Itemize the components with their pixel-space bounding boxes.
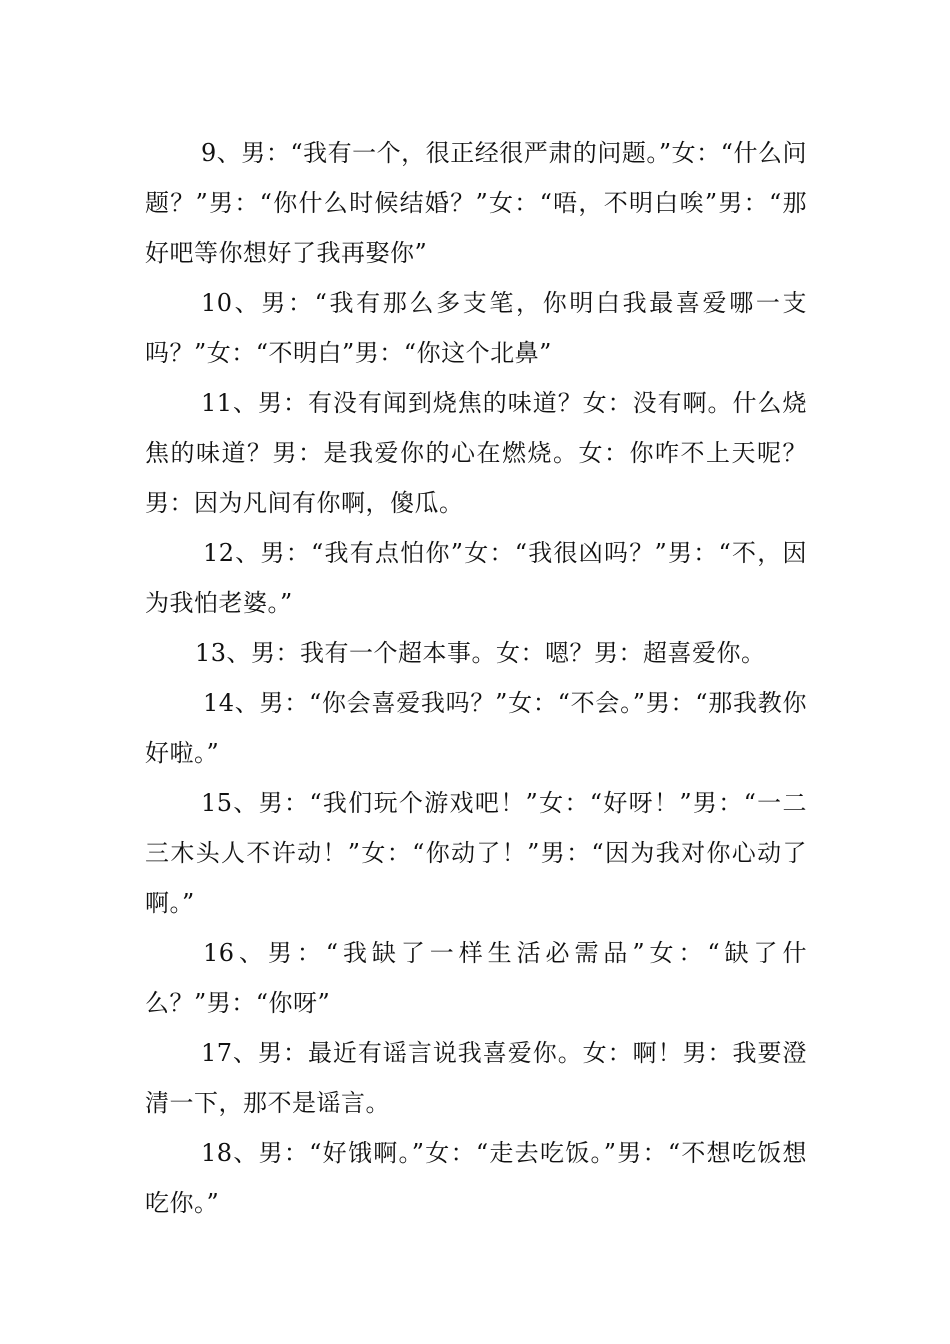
- paragraph-9: 9、男：“我有一个，很正经很严肃的问题。”女：“什么问题？”男：“你什么时候结婚？”女：“唔，不明白唉”男：“那好吧等你想好了我再娶你”: [145, 139, 807, 267]
- paragraph-13: 13、男：我有一个超本事。女：嗯？男：超喜爱你。: [195, 639, 766, 667]
- paragraph-14: 14、男：“你会喜爱我吗？”女：“不会。”男：“那我教你好啦。”: [145, 689, 807, 767]
- paragraph-17: 17、男：最近有谣言说我喜爱你。女：啊！男：我要澄清一下，那不是谣言。: [145, 1039, 807, 1117]
- paragraph-18: 18、男：“好饿啊。”女：“走去吃饭。”男：“不想吃饭想吃你。”: [145, 1139, 807, 1217]
- paragraph-12: 12、男：“我有点怕你”女：“我很凶吗？”男：“不，因为我怕老婆。”: [145, 539, 807, 617]
- paragraph-16: 16、男：“我缺了一样生活必需品”女：“缺了什么？”男：“你呀”: [145, 939, 807, 1017]
- paragraph-15: 15、男：“我们玩个游戏吧！”女：“好呀！”男：“一二三木头人不许动！”女：“你动了！”男：“因为我对你心动了啊。”: [145, 789, 807, 917]
- paragraph-10: 10、男：“我有那么多支笔，你明白我最喜爱哪一支吗？”女：“不明白”男：“你这个北鼻”: [145, 289, 807, 367]
- document-body: [145, 128, 807, 1228]
- paragraph-11: 11、男：有没有闻到烧焦的味道？女：没有啊。什么烧焦的味道？男：是我爱你的心在燃烧。女：你咋不上天呢？男：因为凡间有你啊，傻瓜。: [145, 389, 807, 517]
